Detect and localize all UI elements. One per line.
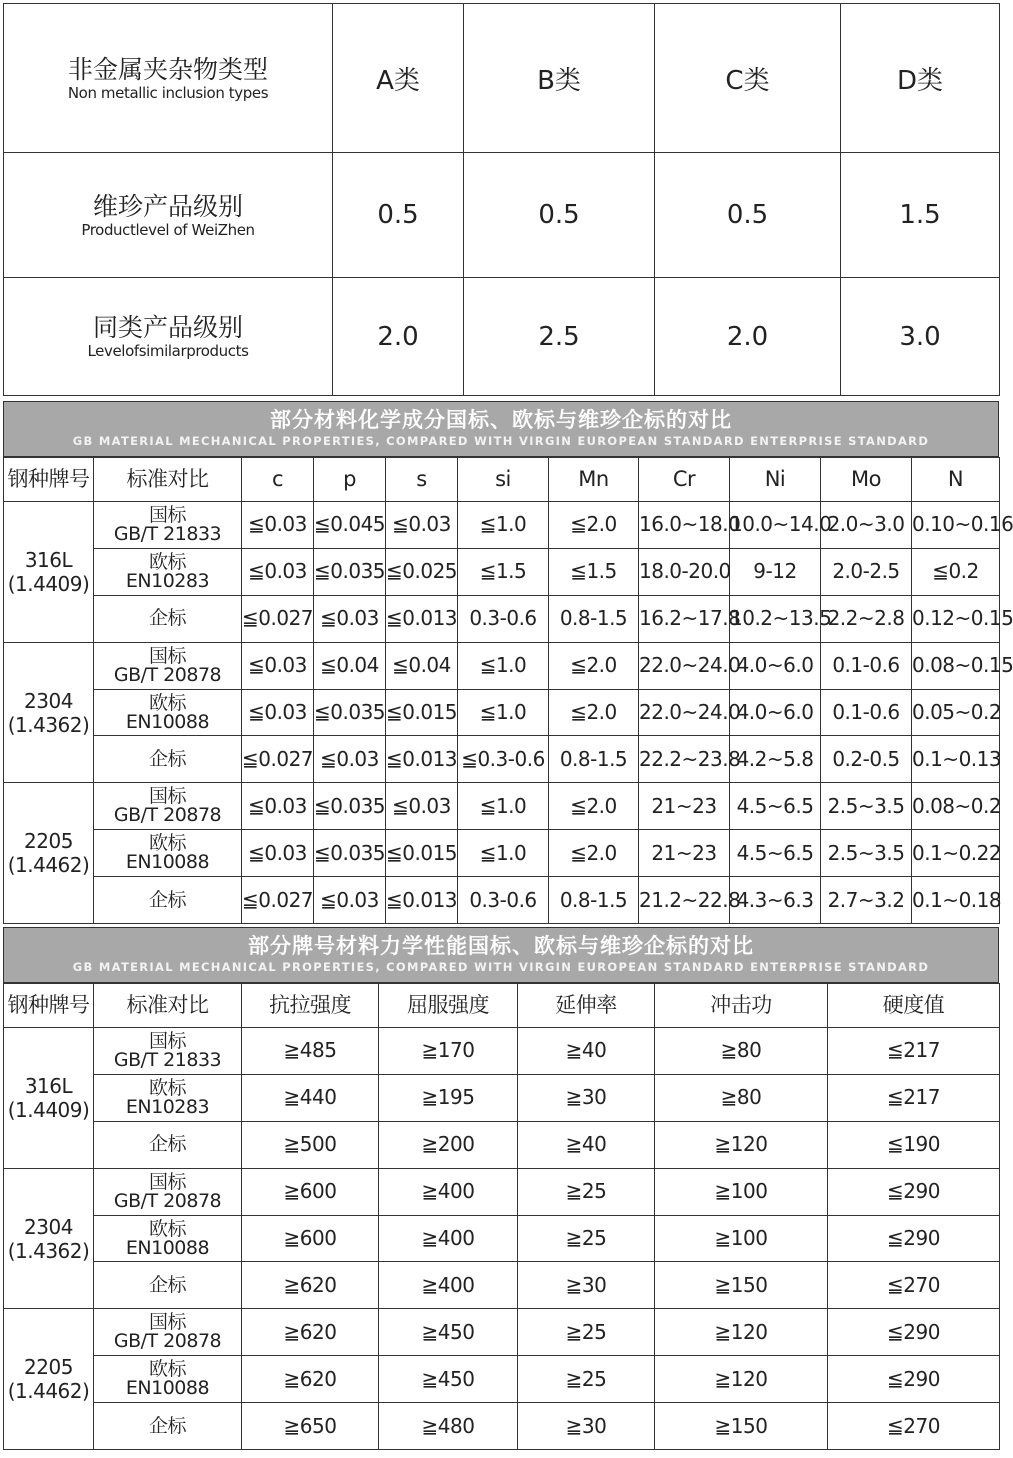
- value-cell: ≦0.035: [314, 689, 386, 736]
- standard-name: 企标: [148, 1414, 186, 1437]
- table-row: [4, 1309, 1000, 1356]
- standard-cell: [94, 595, 242, 642]
- table-row: [4, 1121, 1000, 1168]
- value-cell: 2.0~3.0: [821, 502, 912, 549]
- value-cell: 0.1-0.6: [821, 642, 912, 689]
- standard-cell: [94, 642, 242, 689]
- value-cell: ≦0.03: [386, 783, 458, 830]
- standard-cell: [94, 1028, 242, 1075]
- steel-grade: 2304: [24, 1214, 73, 1239]
- value-cell: ≦0.03: [314, 736, 386, 783]
- value-cell: ≧100: [655, 1168, 828, 1215]
- value-cell: 2.5~3.5: [821, 783, 912, 830]
- table-row: [4, 830, 1000, 877]
- value-cell: 4.3~6.3: [730, 877, 821, 924]
- steel-grade-cell: [4, 1168, 94, 1309]
- value-cell: ≧620: [242, 1356, 379, 1403]
- steel-grade-cell: [4, 1309, 94, 1450]
- value-cell: 0.08~0.2: [912, 783, 1000, 830]
- value-cell: ≦0.03: [242, 689, 314, 736]
- value-cell: ≦0.025: [386, 548, 458, 595]
- steel-grade: 2304: [24, 688, 73, 713]
- value-cell: 18.0-20.0: [639, 548, 730, 595]
- column-header: 硬度值: [828, 984, 1000, 1028]
- label-en: Levelofsimilarproducts: [87, 342, 249, 360]
- value-cell: 0.08~0.15: [912, 642, 1000, 689]
- value-cell: 0.1~0.13: [912, 736, 1000, 783]
- table-row: [4, 1356, 1000, 1403]
- value-cell: ≧600: [242, 1215, 379, 1262]
- mech-banner: [3, 927, 999, 983]
- table-row: [4, 548, 1000, 595]
- value-cell: ≧485: [242, 1028, 379, 1075]
- value-cell: 9-12: [730, 548, 821, 595]
- standard-name: 企标: [148, 888, 186, 911]
- steel-grade: 316L: [24, 547, 73, 572]
- column-header: Cr: [639, 458, 730, 502]
- standard-name: 欧标: [148, 1076, 186, 1099]
- header-row: [4, 458, 1000, 502]
- value-cell: 3.0: [841, 278, 1000, 396]
- value-cell: ≧600: [242, 1168, 379, 1215]
- value-cell: ≦2.0: [549, 830, 639, 877]
- standard-code: GB/T 20878: [113, 1330, 222, 1353]
- standard-name: 欧标: [148, 691, 186, 714]
- value-cell: ≧150: [655, 1403, 828, 1450]
- value-cell: ≦2.0: [549, 502, 639, 549]
- standard-name: 国标: [148, 503, 186, 526]
- steel-grade: 316L: [24, 1073, 73, 1098]
- value-cell: 0.1~0.22: [912, 830, 1000, 877]
- steel-grade-cell: [4, 1028, 94, 1169]
- value-cell: 0.12~0.15: [912, 595, 1000, 642]
- value-cell: ≧120: [655, 1121, 828, 1168]
- steel-grade-cell: [4, 502, 94, 643]
- value-cell: ≦217: [828, 1028, 1000, 1075]
- standard-code: EN10088: [125, 851, 210, 874]
- row-label: [4, 153, 333, 278]
- value-cell: ≦270: [828, 1403, 1000, 1450]
- table-row: [4, 689, 1000, 736]
- value-cell: 4.5~6.5: [730, 783, 821, 830]
- value-cell: ≦0.03: [314, 595, 386, 642]
- column-header: 标准对比: [94, 984, 242, 1028]
- banner-title-zh: 部分材料化学成分国标、欧标与维珍企标的对比: [270, 408, 732, 432]
- label-zh: 维珍产品级别: [92, 191, 243, 221]
- column-header: 抗拉强度: [242, 984, 379, 1028]
- value-cell: 21.2~22.8: [639, 877, 730, 924]
- table-row: [4, 877, 1000, 924]
- value-cell: ≦270: [828, 1262, 1000, 1309]
- standard-name: 国标: [148, 1170, 186, 1193]
- value-cell: 22.0~24.0: [639, 689, 730, 736]
- standard-cell: [94, 1309, 242, 1356]
- value-cell: 0.5: [655, 153, 841, 278]
- table-row: [4, 502, 1000, 549]
- value-cell: 2.2~2.8: [821, 595, 912, 642]
- value-cell: 2.0-2.5: [821, 548, 912, 595]
- value-cell: 16.0~18.0: [639, 502, 730, 549]
- value-cell: ≧30: [518, 1403, 655, 1450]
- value-cell: ≦2.0: [549, 689, 639, 736]
- value-cell: 4.5~6.5: [730, 830, 821, 877]
- value-cell: ≧480: [379, 1403, 518, 1450]
- value-cell: ≧30: [518, 1074, 655, 1121]
- row-label: [4, 278, 333, 396]
- table-row: [4, 1403, 1000, 1450]
- value-cell: ≦0.015: [386, 689, 458, 736]
- label-en: Non metallic inclusion types: [67, 83, 269, 102]
- value-cell: ≧450: [379, 1309, 518, 1356]
- value-cell: ≧400: [379, 1168, 518, 1215]
- standard-code: EN10283: [125, 1095, 210, 1118]
- value-cell: 0.5: [464, 153, 655, 278]
- value-cell: ≦0.03: [242, 502, 314, 549]
- header-cell: A类: [333, 4, 464, 153]
- value-cell: ≦1.0: [458, 502, 549, 549]
- label-zh: 非金属夹杂物类型: [67, 54, 268, 84]
- value-cell: ≧440: [242, 1074, 379, 1121]
- value-cell: 0.5: [333, 153, 464, 278]
- standard-name: 欧标: [148, 832, 186, 855]
- steel-code: (1.4409): [7, 571, 90, 596]
- value-cell: 2.0: [333, 278, 464, 396]
- value-cell: 0.1-0.6: [821, 689, 912, 736]
- standard-name: 国标: [148, 644, 186, 667]
- value-cell: ≧195: [379, 1074, 518, 1121]
- steel-grade-cell: [4, 783, 94, 924]
- table-row: [4, 783, 1000, 830]
- value-cell: ≦0.3-0.6: [458, 736, 549, 783]
- table-row: [4, 736, 1000, 783]
- value-cell: ≧400: [379, 1215, 518, 1262]
- mechanical-properties-table: [3, 983, 1000, 1450]
- steel-grade: 2205: [24, 829, 73, 854]
- chem-banner: [3, 401, 999, 457]
- standard-name: 企标: [148, 1273, 186, 1296]
- standard-name: 企标: [148, 747, 186, 770]
- standard-cell: [94, 736, 242, 783]
- inclusion-row: [4, 153, 1000, 278]
- standard-code: GB/T 20878: [113, 1189, 222, 1212]
- value-cell: ≧80: [655, 1028, 828, 1075]
- value-cell: ≧500: [242, 1121, 379, 1168]
- column-header: Mn: [549, 458, 639, 502]
- value-cell: ≧150: [655, 1262, 828, 1309]
- value-cell: ≦0.027: [242, 595, 314, 642]
- value-cell: ≦1.5: [549, 548, 639, 595]
- header-cell: D类: [841, 4, 1000, 153]
- value-cell: ≦0.03: [242, 783, 314, 830]
- value-cell: ≧120: [655, 1309, 828, 1356]
- standard-code: EN10088: [125, 710, 210, 733]
- standard-cell: [94, 877, 242, 924]
- value-cell: ≧650: [242, 1403, 379, 1450]
- column-header: 标准对比: [94, 458, 242, 502]
- value-cell: 16.2~17.8: [639, 595, 730, 642]
- value-cell: ≦0.035: [314, 783, 386, 830]
- table-row: [4, 1168, 1000, 1215]
- standard-cell: [94, 1074, 242, 1121]
- header-cell: C类: [655, 4, 841, 153]
- standard-cell: [94, 830, 242, 877]
- value-cell: ≦0.04: [386, 642, 458, 689]
- value-cell: ≧30: [518, 1262, 655, 1309]
- value-cell: ≦290: [828, 1309, 1000, 1356]
- header-row: [4, 984, 1000, 1028]
- inclusion-type-label: [4, 4, 333, 153]
- value-cell: ≧450: [379, 1356, 518, 1403]
- value-cell: ≦290: [828, 1215, 1000, 1262]
- standard-cell: [94, 689, 242, 736]
- standard-cell: [94, 548, 242, 595]
- value-cell: 10.0~14.0: [730, 502, 821, 549]
- standard-name: 欧标: [148, 550, 186, 573]
- value-cell: ≦0.027: [242, 877, 314, 924]
- value-cell: 21~23: [639, 830, 730, 877]
- value-cell: 0.05~0.2: [912, 689, 1000, 736]
- value-cell: 0.3-0.6: [458, 595, 549, 642]
- column-header: 钢种牌号: [4, 458, 94, 502]
- value-cell: ≦2.0: [549, 642, 639, 689]
- table-row: [4, 1028, 1000, 1075]
- value-cell: ≦1.0: [458, 642, 549, 689]
- inclusion-row: [4, 278, 1000, 396]
- value-cell: ≧620: [242, 1262, 379, 1309]
- value-cell: ≦0.035: [314, 830, 386, 877]
- column-header: N: [912, 458, 1000, 502]
- column-header: Mo: [821, 458, 912, 502]
- value-cell: ≧40: [518, 1121, 655, 1168]
- standard-name: 企标: [148, 607, 186, 630]
- column-header: s: [386, 458, 458, 502]
- steel-code: (1.4462): [7, 853, 90, 878]
- value-cell: ≦217: [828, 1074, 1000, 1121]
- value-cell: ≦0.035: [314, 548, 386, 595]
- value-cell: 0.3-0.6: [458, 877, 549, 924]
- value-cell: 2.7~3.2: [821, 877, 912, 924]
- header-cell: B类: [464, 4, 655, 153]
- standard-code: GB/T 20878: [113, 663, 222, 686]
- value-cell: ≧400: [379, 1262, 518, 1309]
- value-cell: ≧25: [518, 1168, 655, 1215]
- standard-cell: [94, 1215, 242, 1262]
- value-cell: ≦0.03: [314, 877, 386, 924]
- value-cell: ≧25: [518, 1309, 655, 1356]
- steel-code: (1.4409): [7, 1097, 90, 1122]
- value-cell: ≧200: [379, 1121, 518, 1168]
- value-cell: ≧100: [655, 1215, 828, 1262]
- value-cell: ≧25: [518, 1356, 655, 1403]
- standard-cell: [94, 1262, 242, 1309]
- label-en: Productlevel of WeiZhen: [81, 220, 255, 239]
- value-cell: 0.8-1.5: [549, 877, 639, 924]
- standard-code: GB/T 21833: [113, 522, 222, 545]
- column-header: 屈服强度: [379, 984, 518, 1028]
- standard-name: 国标: [148, 1029, 186, 1052]
- standard-cell: [94, 1168, 242, 1215]
- value-cell: 0.10~0.16: [912, 502, 1000, 549]
- standard-name: 企标: [148, 1133, 186, 1156]
- value-cell: ≦0.013: [386, 877, 458, 924]
- column-header: si: [458, 458, 549, 502]
- value-cell: ≦0.03: [242, 548, 314, 595]
- value-cell: 2.0: [655, 278, 841, 396]
- value-cell: ≦0.03: [386, 502, 458, 549]
- value-cell: ≧40: [518, 1028, 655, 1075]
- banner-title-en: GB MATERIAL MECHANICAL PROPERTIES, COMPARED WITH VIRGIN EUROPEAN STANDARD ENTERPRISE STANDARD: [72, 960, 930, 974]
- table-row: [4, 1262, 1000, 1309]
- value-cell: ≦0.045: [314, 502, 386, 549]
- value-cell: ≦0.04: [314, 642, 386, 689]
- banner-title-en: GB MATERIAL MECHANICAL PROPERTIES, COMPARED WITH VIRGIN EUROPEAN STANDARD ENTERPRISE STANDARD: [72, 434, 930, 448]
- table-row: [4, 595, 1000, 642]
- column-header: 延伸率: [518, 984, 655, 1028]
- value-cell: 21~23: [639, 783, 730, 830]
- value-cell: 22.2~23.8: [639, 736, 730, 783]
- table-row: [4, 1074, 1000, 1121]
- value-cell: ≧620: [242, 1309, 379, 1356]
- standard-cell: [94, 783, 242, 830]
- steel-grade: 2205: [24, 1355, 73, 1380]
- standard-cell: [94, 1356, 242, 1403]
- value-cell: ≦0.027: [242, 736, 314, 783]
- value-cell: ≦1.5: [458, 548, 549, 595]
- value-cell: ≦190: [828, 1121, 1000, 1168]
- value-cell: ≧120: [655, 1356, 828, 1403]
- value-cell: 4.2~5.8: [730, 736, 821, 783]
- value-cell: 0.8-1.5: [549, 736, 639, 783]
- value-cell: ≦290: [828, 1168, 1000, 1215]
- value-cell: ≧25: [518, 1215, 655, 1262]
- column-header: c: [242, 458, 314, 502]
- value-cell: ≦2.0: [549, 783, 639, 830]
- steel-code: (1.4362): [7, 1238, 90, 1263]
- standard-cell: [94, 1121, 242, 1168]
- value-cell: ≦0.013: [386, 736, 458, 783]
- value-cell: ≦290: [828, 1356, 1000, 1403]
- value-cell: 2.5: [464, 278, 655, 396]
- value-cell: 0.1~0.18: [912, 877, 1000, 924]
- standard-name: 欧标: [148, 1217, 186, 1240]
- column-header: 钢种牌号: [4, 984, 94, 1028]
- value-cell: ≦1.0: [458, 783, 549, 830]
- table-row: [4, 1215, 1000, 1262]
- standard-name: 欧标: [148, 1358, 186, 1381]
- banner-title-zh: 部分牌号材料力学性能国标、欧标与维珍企标的对比: [248, 934, 754, 958]
- column-header: Ni: [730, 458, 821, 502]
- standard-code: EN10283: [125, 569, 210, 592]
- value-cell: 10.2~13.5: [730, 595, 821, 642]
- value-cell: ≧170: [379, 1028, 518, 1075]
- steel-grade-cell: [4, 642, 94, 783]
- inclusion-header-row: [4, 4, 1000, 153]
- inclusion-table: [3, 3, 1000, 396]
- value-cell: ≦1.0: [458, 830, 549, 877]
- value-cell: ≦0.03: [242, 642, 314, 689]
- standard-name: 国标: [148, 1311, 186, 1334]
- steel-code: (1.4462): [7, 1379, 90, 1404]
- standard-code: EN10088: [125, 1236, 210, 1259]
- value-cell: 2.5~3.5: [821, 830, 912, 877]
- value-cell: 0.8-1.5: [549, 595, 639, 642]
- value-cell: 4.0~6.0: [730, 689, 821, 736]
- value-cell: ≦1.0: [458, 689, 549, 736]
- table-row: [4, 642, 1000, 689]
- standard-cell: [94, 1403, 242, 1450]
- standard-cell: [94, 502, 242, 549]
- standard-code: GB/T 21833: [113, 1048, 222, 1071]
- chem-composition-table: [3, 457, 1013, 924]
- value-cell: 1.5: [841, 153, 1000, 278]
- column-header: p: [314, 458, 386, 502]
- standard-name: 国标: [148, 785, 186, 808]
- value-cell: ≦0.015: [386, 830, 458, 877]
- value-cell: 0.2-0.5: [821, 736, 912, 783]
- value-cell: ≦0.2: [912, 548, 1000, 595]
- label-zh: 同类产品级别: [92, 313, 243, 342]
- value-cell: 4.0~6.0: [730, 642, 821, 689]
- value-cell: ≦0.03: [242, 830, 314, 877]
- steel-code: (1.4362): [7, 712, 90, 737]
- value-cell: ≧80: [655, 1074, 828, 1121]
- standard-code: GB/T 20878: [113, 804, 222, 827]
- standard-code: EN10088: [125, 1377, 210, 1400]
- value-cell: ≦0.013: [386, 595, 458, 642]
- column-header: 冲击功: [655, 984, 828, 1028]
- value-cell: 22.0~24.0: [639, 642, 730, 689]
